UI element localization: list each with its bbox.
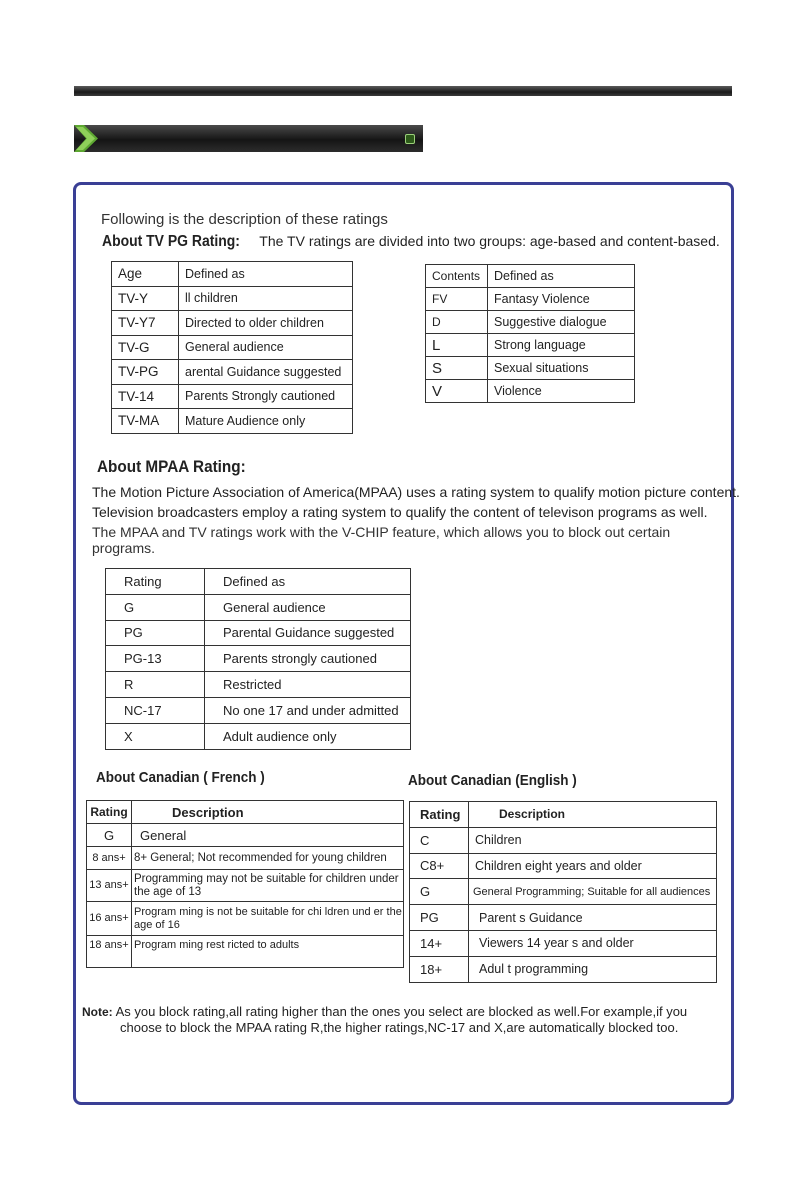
table-row [410,905,717,931]
description-cell: Program ming rest ricted to adults [132,936,404,968]
rating-cell: TV-G [112,335,179,360]
rating-cell: TV-14 [112,384,179,409]
table-row [112,384,353,409]
definition-cell: Mature Audience only [179,409,353,434]
rating-cell: 18+ [410,956,469,982]
definition-cell: Parents strongly cautioned [205,646,411,672]
mpaa-title: About MPAA Rating: [97,457,246,476]
table-row [87,824,404,847]
table-header-cell: Description [132,801,404,824]
table-header-cell: Defined as [205,569,411,595]
rating-cell: TV-Y [112,286,179,311]
table-header-row [410,802,717,828]
rating-cell: TV-Y7 [112,311,179,336]
rating-cell: PG [410,905,469,931]
table-row [106,620,411,646]
description-cell: Viewers 14 year s and older [469,930,717,956]
canadian-english-title: About Canadian (English ) [408,772,577,789]
rating-cell: TV-MA [112,409,179,434]
rating-cell: L [426,334,488,357]
table-header-row [112,262,353,287]
description-cell: Children [469,827,717,853]
table-row [106,723,411,749]
table-row [112,409,353,434]
definition-cell: ll children [179,286,353,311]
description-cell: General Programming; Suitable for all audiences [469,879,717,905]
definition-cell: arental Guidance suggested [179,360,353,385]
note-label: Note: [82,1005,113,1019]
mpaa-paragraph-line: The MPAA and TV ratings work with the V-CHIP feature, which allows you to block out certain [92,524,671,540]
tv-age-table [111,261,353,434]
table-row [410,853,717,879]
rating-cell: G [106,594,205,620]
table-row [410,879,717,905]
table-header-cell: Rating [106,569,205,595]
intro-text: Following is the description of these ratings [101,211,388,228]
table-header-cell: Defined as [179,262,353,287]
rating-cell: 13 ans+ [87,870,132,902]
definition-cell: Parental Guidance suggested [205,620,411,646]
note-line-2: choose to block the MPAA rating R,the higher ratings,NC-17 and X,are automatically blocked too. [120,1020,679,1035]
rating-cell: 16 ans+ [87,902,132,936]
tv-content-table [425,264,635,403]
definition-cell: No one 17 and under admitted [205,697,411,723]
table-header-cell: Contents [426,265,488,288]
table-row [112,286,353,311]
table-row [106,697,411,723]
table-row [87,902,404,936]
note-line-1 [82,1004,687,1019]
table-header-row [87,801,404,824]
top-divider-bar [74,86,732,96]
canadian-french-title: About Canadian ( French ) [96,769,265,786]
tvpg-description: The TV ratings are divided into two groups: age-based and content-based. [259,233,720,249]
tvpg-heading-line [102,233,720,251]
table-row [87,847,404,870]
description-cell: Program ming is not be suitable for chi ldren und er the age of 16 [132,902,404,936]
table-row [410,827,717,853]
table-row [112,360,353,385]
rating-cell: C [410,827,469,853]
definition-cell: Fantasy Violence [488,288,635,311]
rating-cell: FV [426,288,488,311]
description-cell: 8+ General; Not recommended for young children [132,847,404,870]
table-row [112,335,353,360]
rating-cell: PG-13 [106,646,205,672]
tvpg-title: About TV PG Rating: [102,233,240,250]
table-header-row [426,265,635,288]
rating-cell: R [106,672,205,698]
description-cell: Parent s Guidance [469,905,717,931]
definition-cell: Strong language [488,334,635,357]
table-row [112,311,353,336]
definition-cell: Parents Strongly cautioned [179,384,353,409]
table-row [426,357,635,380]
table-row [106,594,411,620]
note-text: As you block rating,all rating higher than the ones you select are blocked as well.For example,if you [115,1004,688,1019]
table-row [106,672,411,698]
rating-cell: NC-17 [106,697,205,723]
rating-cell: S [426,357,488,380]
description-cell: Programming may not be suitable for children under the age of 13 [132,870,404,902]
definition-cell: Adult audience only [205,723,411,749]
description-cell: Adul t programming [469,956,717,982]
definition-cell: Directed to older children [179,311,353,336]
rating-cell: PG [106,620,205,646]
table-header-cell: Defined as [488,265,635,288]
table-row [410,956,717,982]
description-cell: Children eight years and older [469,853,717,879]
table-row [106,646,411,672]
table-row [87,870,404,902]
definition-cell: General audience [179,335,353,360]
table-row [426,334,635,357]
table-header-row [106,569,411,595]
table-header-cell: Description [469,802,717,828]
mpaa-paragraph-line: Television broadcasters employ a rating system to qualify the content of televison programs as well. [92,504,708,520]
chevron-right-icon [74,125,102,152]
rating-cell: 8 ans+ [87,847,132,870]
rating-cell: 14+ [410,930,469,956]
rating-cell: G [410,879,469,905]
rating-cell: G [87,824,132,847]
definition-cell: Suggestive dialogue [488,311,635,334]
mpaa-paragraph-line: The Motion Picture Association of America(MPAA) uses a rating system to qualify motion picture content. [92,484,740,500]
rating-cell: TV-PG [112,360,179,385]
mpaa-table [105,568,411,750]
table-header-cell: Rating [87,801,132,824]
canadian-english-table [409,801,717,983]
table-header-cell: Rating [410,802,469,828]
rating-cell: V [426,380,488,403]
table-row [426,288,635,311]
definition-cell: Sexual situations [488,357,635,380]
canadian-french-table [86,800,404,968]
definition-cell: Violence [488,380,635,403]
definition-cell: Restricted [205,672,411,698]
table-row [426,380,635,403]
description-cell: General [132,824,404,847]
table-header-cell: Age [112,262,179,287]
rating-cell: D [426,311,488,334]
rating-cell: C8+ [410,853,469,879]
rating-cell: 18 ans+ [87,936,132,968]
mpaa-paragraph-line: programs. [92,540,156,556]
table-row [410,930,717,956]
table-row [87,936,404,968]
table-row [426,311,635,334]
definition-cell: General audience [205,594,411,620]
square-icon [405,134,415,144]
rating-cell: X [106,723,205,749]
section-banner [74,125,423,152]
